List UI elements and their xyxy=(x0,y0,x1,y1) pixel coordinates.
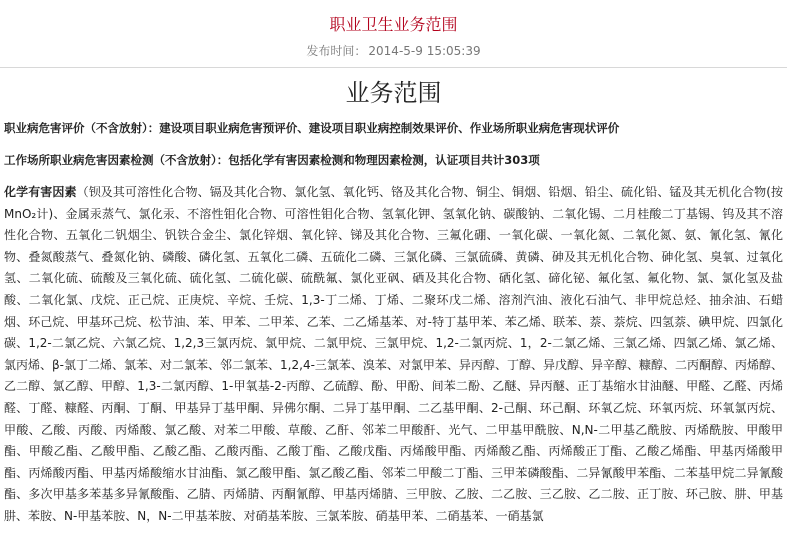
article-title: 职业卫生业务范围 xyxy=(329,15,458,34)
chemical-factors-paragraph xyxy=(4,182,783,528)
publish-time-label: 发布时间： xyxy=(306,44,367,58)
publish-time xyxy=(0,42,787,60)
chemical-factors-list: （钡及其可溶性化合物、镉及其化合物、氯化氢、氧化钙、铬及其化合物、铜尘、铜烟、铅烟、铅尘、硫化铅、锰及其无机化合物(按MnO₂计)、金属汞蒸气、氯化汞、不溶性钼化合物、可溶性钼化合物、氢氧化钾、氢氧化钠、碳酸钠、二氧化锡、二月桂酸二丁基锡、钨及其不溶性化合物、五氧化二钒烟尘、钒铁合金尘、氯化锌烟、氧化锌、锑及其化合物、三氟化硼、一氧化碳、一氧化氮、二氧化氮、氨、氰化氢、氰化物、叠氮酸蒸气、叠氮化钠、磷酸、磷化氢、五氧化二磷、五硫化二磷、三氯化磷、三氯硫磷、黄磷、砷及其无机化合物、砷化氢、臭氧、过氧化氢、二氧化硫、硫酸及三氧化硫、硫化氢、二硫化碳、硫酰氟、氯化亚砜、硒及其化合物、硒化氢、碲化铋、氟化氢、氟化物、氯、氯化氢及盐酸、二氧化氯、戊烷、正己烷、正庚烷、辛烷、壬烷、1,3-丁二烯、丁烯、二聚环戊二烯、溶剂汽油、液化石油气、非甲烷总烃、抽余油、石蜡烟、环己烷、甲基环己烷、松节油、苯、甲苯、二甲苯、乙苯、二乙烯基苯、对-特丁基甲苯、苯乙烯、联苯、萘、萘烷、四氢萘、碘甲烷、四氯化碳、1,2-二氯乙烷、六氯乙烷、1,2,3三氯丙烷、氯甲烷、二氯甲烷、三氯甲烷、1,2-二氯丙烷、1，2-二氯乙烯、三氯乙烯、四氯乙烯、氯乙烯、氯丙烯、β-氯丁二烯、氯苯、对二氯苯、邻二氯苯、1,2,4-三氯苯、溴苯、对氯甲苯、异丙醇、丁醇、异戊醇、异辛醇、糠醇、二丙酮醇、丙烯醇、乙二醇、氯乙醇、甲醇、1,3-二氯丙醇、1-甲氧基-2-丙醇、乙硫醇、酚、甲酚、间苯二酚、乙醚、异丙醚、正丁基缩水甘油醚、甲醛、乙醛、丙烯醛、丁醛、糠醛、丙酮、丁酮、甲基异丁基甲酮、异佛尔酮、二异丁基甲酮、二乙基甲酮、2-己酮、环己酮、环氧乙烷、环氧丙烷、环氧氯丙烷、甲酸、乙酸、丙酸、丙烯酸、氯乙酸、对苯二甲酸、草酸、乙酐、邻苯二甲酸酐、光气、二甲基甲酰胺、N,N-二甲基乙酰胺、丙烯酰胺、甲酸甲酯、甲酸乙酯、乙酸甲酯、乙酸乙酯、乙酸丙酯、乙酸丁酯、乙酸戊酯、丙烯酸甲酯、丙烯酸乙酯、丙烯酸正丁酯、乙酸乙烯酯、甲基丙烯酸甲酯、丙烯酸丙酯、甲基丙烯酸缩水甘油酯、氯乙酸甲酯、氯乙酸乙酯、邻苯二甲酸二丁酯、三甲苯磷酸酯、二异氰酸甲苯酯、二苯基甲烷二异氰酸酯、多次甲基多苯基多异氰酸酯、乙腈、丙烯腈、丙酮氰醇、甲基丙烯腈、三甲胺、乙胺、二乙胺、三乙胺、乙二胺、正丁胺、环己胺、肼、甲基肼、苯胺、N-甲基苯胺、N，N-二甲基苯胺、对硝基苯胺、三氯苯胺、硝基甲苯、二硝基苯、一硝基氯 xyxy=(4,185,783,523)
chemical-factors-lead: 化学有害因素 xyxy=(4,185,77,199)
publish-time-value: 2014-5-9 15:05:39 xyxy=(368,44,481,58)
title-divider xyxy=(0,67,787,68)
detection-paragraph: 工作场所职业病危害因素检测（不含放射）：包括化学有害因素检测和物理因素检测，认证项目共计303项 xyxy=(4,153,540,167)
article-content xyxy=(0,118,787,528)
evaluation-paragraph: 职业病危害评价（不含放射）：建设项目职业病危害预评价、建设项目职业病控制效果评价、作业场所职业病危害现状评价 xyxy=(4,121,620,135)
section-heading: 业务范围 xyxy=(345,79,442,107)
